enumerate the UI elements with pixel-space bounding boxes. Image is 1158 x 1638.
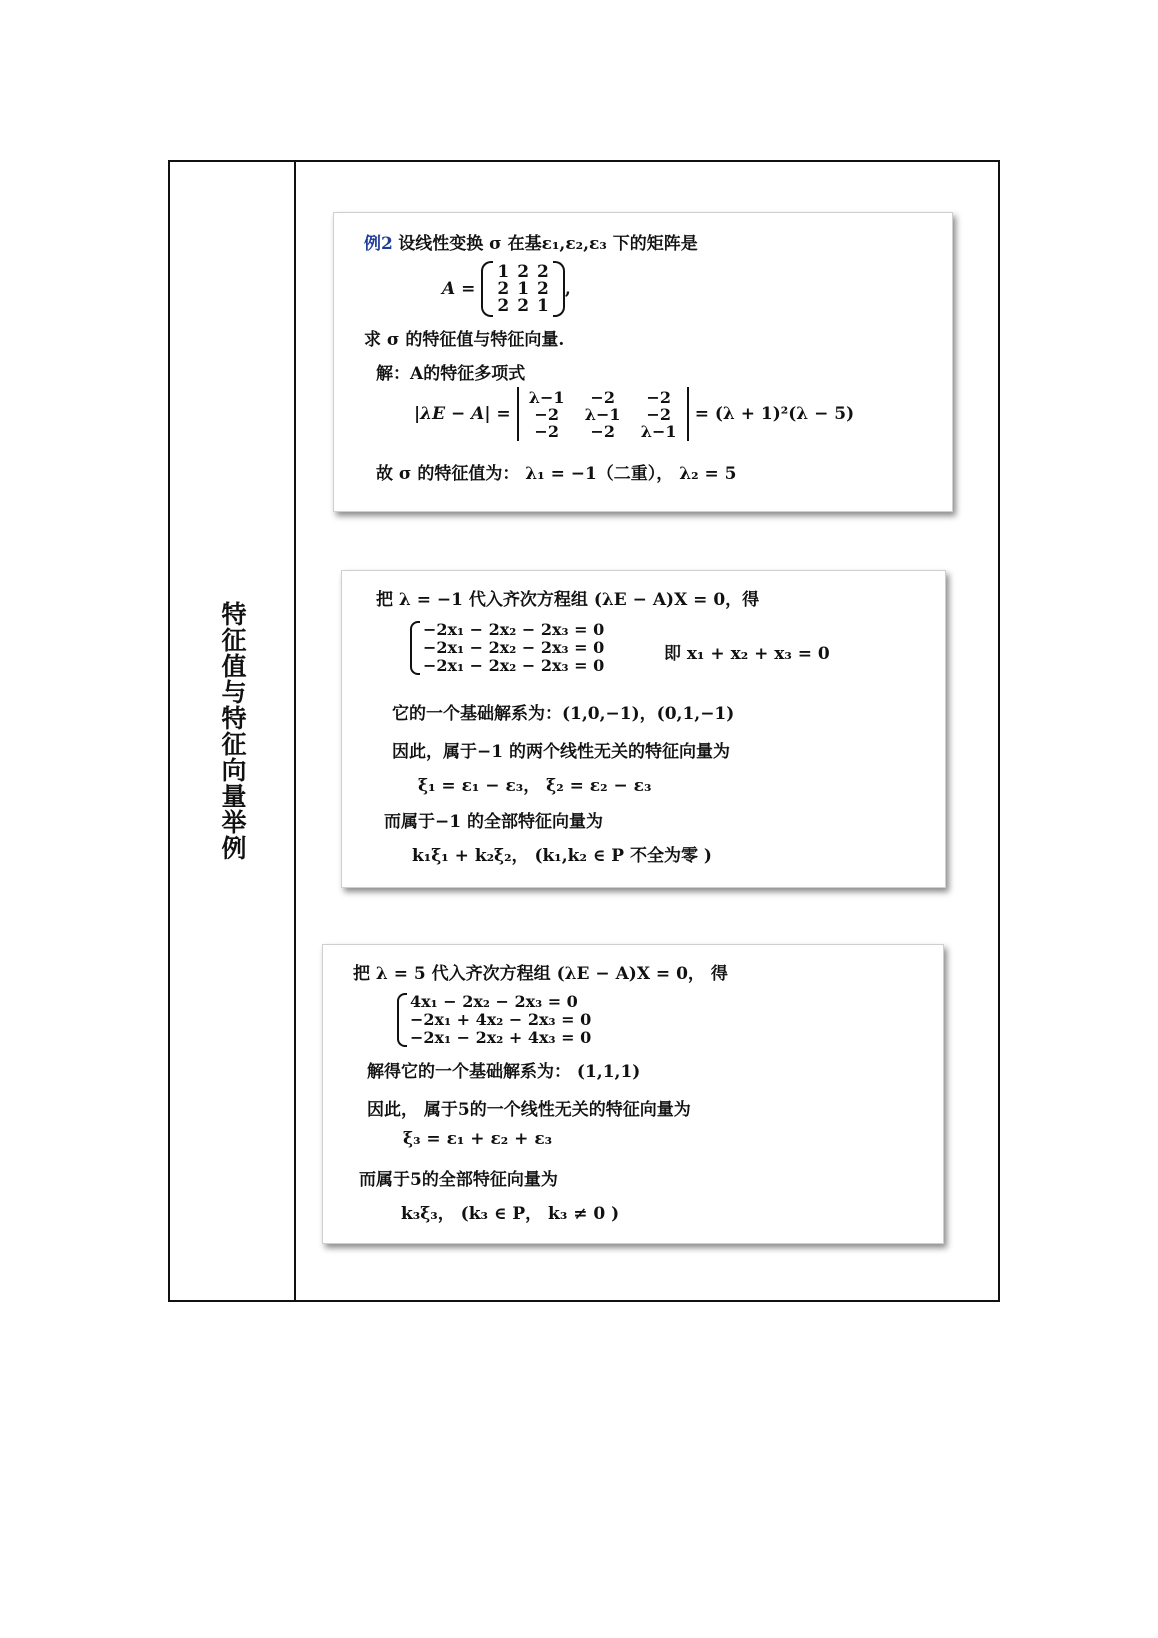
card2-therefore: 因此，属于−1 的两个线性无关的特征向量为 <box>392 742 730 762</box>
card1-task: 求 σ 的特征值与特征向量. <box>364 330 565 350</box>
example-card-1 <box>333 212 953 512</box>
matrix-cell: 2 <box>497 278 510 299</box>
matrix-cell: 2 <box>517 261 530 282</box>
card3-therefore: 因此， 属于5的一个线性无关的特征向量为 <box>367 1100 691 1120</box>
card2-substitute: 把 λ = −1 代入齐次方程组 (λE − A)X = 0，得 <box>376 590 760 610</box>
system-equations <box>423 621 604 675</box>
det-cell: −2 <box>534 421 559 441</box>
det-cell: −2 <box>534 404 559 424</box>
det-rhs: = (λ + 1)²(λ − 5) <box>694 404 855 424</box>
det-cell: λ−1 <box>528 387 565 407</box>
det-cell: −2 <box>590 387 615 407</box>
matrix-cell: 2 <box>497 295 510 316</box>
card2-basis: 它的一个基础解系为：(1,0,−1)，(0,1,−1) <box>392 704 735 724</box>
matrix-tail: , <box>564 279 571 299</box>
determinant <box>414 387 854 441</box>
card3-all-intro: 而属于5的全部特征向量为 <box>359 1170 558 1190</box>
left-label-cell <box>170 162 294 1300</box>
card1-intro-line <box>364 229 698 254</box>
example-card-2 <box>341 570 946 888</box>
card1-solution-intro: 解：A的特征多项式 <box>376 364 526 384</box>
matrix-left-paren <box>481 261 493 317</box>
system-equation: 4x₁ − 2x₂ − 2x₃ = 0 <box>410 992 578 1011</box>
card2-all-vectors: k₁ξ₁ + k₂ξ₂， (k₁,k₂ ∈ P 不全为零 ) <box>412 846 712 866</box>
det-cell: −2 <box>646 404 671 424</box>
column-divider <box>294 162 296 1300</box>
card3-system <box>397 993 591 1047</box>
card3-vectors: ξ₃ = ε₁ + ε₂ + ε₃ <box>403 1129 553 1149</box>
system-equation: −2x₁ + 4x₂ − 2x₃ = 0 <box>410 1010 592 1029</box>
det-cell: λ−1 <box>640 421 677 441</box>
example-card-3 <box>322 944 944 1244</box>
matrix-a <box>442 261 571 317</box>
matrix-cell: 2 <box>537 261 549 282</box>
card2-all-intro: 而属于−1 的全部特征向量为 <box>384 812 603 832</box>
matrix-cell: 2 <box>517 295 530 316</box>
det-lhs: |λE − A| = <box>414 404 511 424</box>
system-brace <box>410 621 420 675</box>
card1-intro: 设线性变换 σ 在基ε₁,ε₂,ε₃ 下的矩阵是 <box>398 234 698 254</box>
matrix-grid <box>493 261 553 316</box>
card2-system <box>410 621 604 675</box>
det-right-bar <box>687 387 689 441</box>
card1-eigen-result: 故 σ 的特征值为： λ₁ = −1（二重）， λ₂ = 5 <box>376 464 737 484</box>
system-equation: −2x₁ − 2x₂ − 2x₃ = 0 <box>423 638 605 657</box>
det-cell: λ−1 <box>584 404 621 424</box>
left-label: 特征值与特征向量举例 <box>218 601 247 861</box>
matrix-right-paren <box>553 261 565 317</box>
system-brace <box>397 993 407 1047</box>
matrix-name: A = <box>442 279 476 299</box>
card3-substitute: 把 λ = 5 代入齐次方程组 (λE − A)X = 0， 得 <box>353 964 728 984</box>
card2-equivalent: 即 x₁ + x₂ + x₃ = 0 <box>664 644 830 664</box>
system-equation: −2x₁ − 2x₂ − 2x₃ = 0 <box>423 620 605 639</box>
card3-basis: 解得它的一个基础解系为： (1,1,1) <box>367 1062 641 1082</box>
system-equation: −2x₁ − 2x₂ + 4x₃ = 0 <box>410 1028 592 1047</box>
system-equation: −2x₁ − 2x₂ − 2x₃ = 0 <box>423 656 605 675</box>
det-grid <box>519 389 687 440</box>
matrix-cell: 1 <box>537 295 549 316</box>
det-cell: −2 <box>646 387 671 407</box>
system-equations <box>410 993 591 1047</box>
det-cell: −2 <box>590 421 615 441</box>
card2-vectors: ξ₁ = ε₁ − ε₃， ξ₂ = ε₂ − ε₃ <box>418 776 652 796</box>
example-tag: 例2 <box>364 234 393 254</box>
card3-all-vectors: k₃ξ₃， (k₃ ∈ P， k₃ ≠ 0 ) <box>401 1204 620 1224</box>
matrix-cell: 1 <box>517 278 530 299</box>
matrix-cell: 1 <box>497 261 510 282</box>
matrix-cell: 2 <box>537 278 549 299</box>
